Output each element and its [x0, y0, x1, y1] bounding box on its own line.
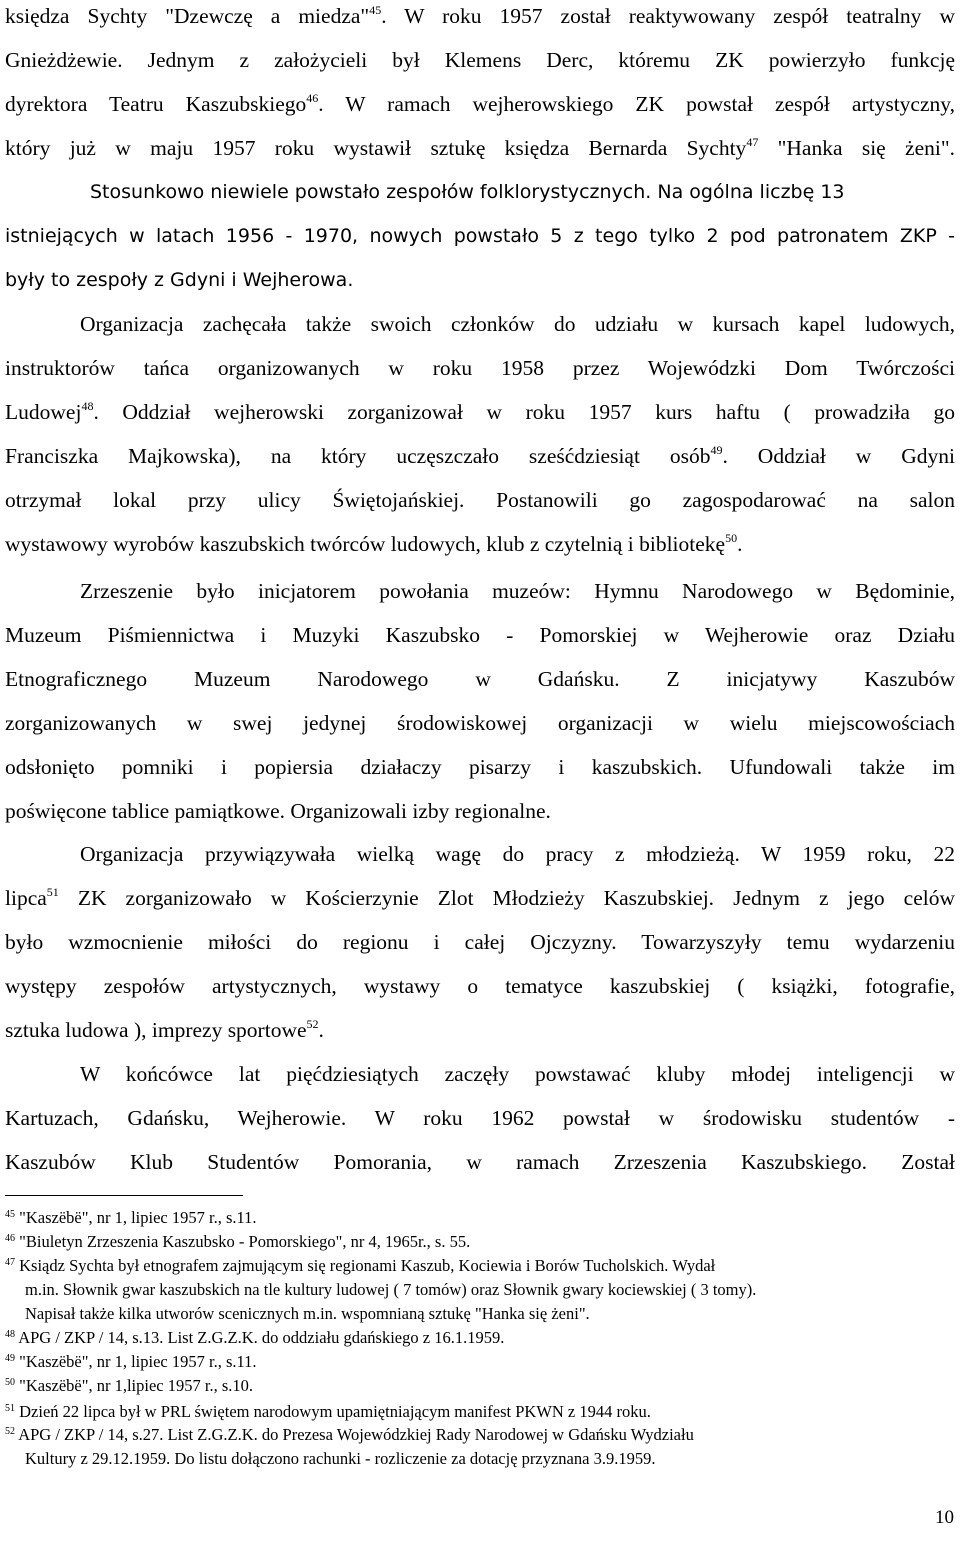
footnote — [5, 1424, 955, 1446]
body-line-text: Etnograficznego Muzeum Narodowego w Gdańsku. Z inicjatywy Kaszubów — [5, 667, 955, 691]
footnote-ref: 46 — [306, 91, 319, 105]
body-line — [5, 46, 955, 74]
footnote-continuation — [25, 1448, 955, 1470]
body-line-text: dyrektora Teatru Kaszubskiego — [5, 92, 307, 116]
footnote-continuation — [25, 1303, 955, 1325]
footnote-ref: 45 — [369, 3, 382, 17]
footnote — [5, 1255, 955, 1277]
footnote — [5, 1375, 955, 1397]
body-line — [80, 840, 955, 868]
footnote — [5, 1231, 955, 1253]
body-line-text: Ludowej — [5, 400, 82, 424]
body-line — [90, 178, 955, 206]
body-line-text: W końcówce lat pięćdziesiątych zaczęły powstawać kluby młodej inteligencji w — [80, 1062, 955, 1086]
footnote-number: 45 — [5, 1209, 15, 1220]
body-line-text: było wzmocnienie miłości do regionu i całej Ojczyzny. Towarzyszyły temu wydarzeniu — [5, 930, 955, 954]
footnote-ref: 48 — [81, 399, 94, 413]
body-line-text: Kartuzach, Gdańsku, Wejherowie. W roku 1962 powstał w środowisku studentów - — [5, 1106, 955, 1130]
body-line-text: otrzymał lokal przy ulicy Świętojańskiej. Postanowili go zagospodarować na salon — [5, 488, 955, 512]
footnote — [5, 1207, 955, 1229]
body-line — [5, 530, 955, 558]
body-line-text: Stosunkowo niewiele powstało zespołów folklorystycznych. — [90, 181, 652, 203]
body-line — [5, 398, 955, 426]
body-line-text: lipca — [5, 886, 47, 910]
footnote-number: 52 — [5, 1426, 15, 1437]
body-line-text: Organizacja przywiązywała wielką wagę do pracy z młodzieżą. W 1959 roku, 22 — [80, 842, 955, 866]
body-line-text: instruktorów tańca organizowanych w roku 1958 przez Wojewódzki Dom Twórczości — [5, 356, 955, 380]
footnote-text: Kultury z 29.12.1959. Do listu dołączono rachunki - rozliczenie za dotację przyznana 3.9.1959. — [25, 1449, 656, 1468]
body-line — [5, 1104, 955, 1132]
body-line-text: istniejących w latach 1956 - 1970, nowych powstało 5 z tego tylko 2 pod patronatem ZKP - — [5, 225, 955, 247]
footnote-number: 51 — [5, 1403, 15, 1414]
body-line-text: były to zespoły z Gdyni i Wejherowa. — [5, 269, 354, 291]
body-line — [5, 928, 955, 956]
body-line-text: . Oddział w Gdyni — [722, 444, 955, 468]
body-line-text: . — [737, 532, 743, 556]
body-line — [80, 577, 955, 605]
body-line — [80, 310, 955, 338]
body-line-text: księdza Sychty "Dzewczę a miedza" — [5, 4, 370, 28]
body-line-text: . Oddział wejherowski zorganizował w roku 1957 kurs haftu ( prowadziła go — [93, 400, 955, 424]
body-line-text: występy zespołów artystycznych, wystawy o tematyce kaszubskiej ( książki, fotografie, — [5, 974, 955, 998]
body-line-text: "Hanka się żeni". — [758, 136, 955, 160]
footnote-text: APG / ZKP / 14, s.13. List Z.G.Z.K. do oddziału gdańskiego z 16.1.1959. — [18, 1328, 505, 1347]
body-line-text: który już w maju 1957 roku wystawił sztukę księdza Bernarda Sychty — [5, 136, 747, 160]
body-line — [5, 753, 955, 781]
body-line — [5, 709, 955, 737]
body-line-text: zorganizowanych w swej jedynej środowiskowej organizacji w wielu miejscowościach — [5, 711, 955, 735]
footnote-number: 48 — [5, 1329, 15, 1340]
body-line — [5, 884, 955, 912]
footnote-number: 46 — [5, 1233, 15, 1244]
body-line-text: sztuka ludowa ), imprezy sportowe — [5, 1018, 307, 1042]
footnote — [5, 1401, 955, 1423]
body-line-text: Na ogólna liczbę 13 — [651, 181, 845, 203]
body-line-text: . W ramach wejherowskiego ZK powstał zespół artystyczny, — [318, 92, 956, 116]
footnote-text: "Kaszëbë", nr 1,lipiec 1957 r., s.10. — [19, 1376, 254, 1395]
body-line — [5, 134, 955, 162]
footnote-text: Napisał także kilka utworów scenicznych m.in. wspomnianą sztukę "Hanka się żeni". — [25, 1304, 590, 1323]
body-line — [5, 1148, 955, 1176]
body-line — [80, 1060, 955, 1088]
body-line — [5, 665, 955, 693]
body-line-text: wystawowy wyrobów kaszubskich twórców ludowych, klub z czytelnią i bibliotekę — [5, 532, 726, 556]
body-line-text: . W roku 1957 został reaktywowany zespół teatralny w — [381, 4, 955, 28]
body-line-text: Zrzeszenie było inicjatorem powołania muzeów: Hymnu Narodowego w Będominie, — [80, 579, 955, 603]
footnote-number: 50 — [5, 1377, 15, 1388]
footnote-ref: 50 — [725, 531, 738, 545]
body-line — [5, 90, 955, 118]
body-line-text: poświęcone tablice pamiątkowe. Organizowali izby regionalne. — [5, 799, 551, 823]
footnote-text: "Kaszëbë", nr 1, lipiec 1957 r., s.11. — [19, 1208, 257, 1227]
footnote-text: "Kaszëbë", nr 1, lipiec 1957 r., s.11. — [19, 1352, 257, 1371]
body-line-text: Gnieżdżewie. Jednym z założycieli był Klemens Derc, któremu ZK powierzyło funkcję — [5, 48, 955, 72]
body-line — [5, 486, 955, 514]
body-line-text: odsłonięto pomniki i popiersia działaczy pisarzy i kaszubskich. Ufundowali także im — [5, 755, 955, 779]
body-line — [5, 354, 955, 382]
body-line-text: ZK zorganizowało w Kościerzynie Zlot Młodzieży Kaszubskiej. Jednym z jego celów — [58, 886, 955, 910]
body-line — [5, 972, 955, 1000]
footnote-text: "Biuletyn Zrzeszenia Kaszubsko - Pomorskiego", nr 4, 1965r., s. 55. — [19, 1232, 471, 1251]
body-line — [5, 442, 955, 470]
footnote-number: 49 — [5, 1353, 15, 1364]
body-line-text: Organizacja zachęcała także swoich członków do udziału w kursach kapel ludowych, — [80, 312, 955, 336]
footnote-number: 47 — [5, 1257, 15, 1268]
body-line-text: . — [318, 1018, 324, 1042]
body-line — [5, 2, 955, 30]
footnote-separator — [5, 1195, 243, 1196]
body-line — [5, 222, 955, 250]
footnote-text: Dzień 22 lipca był w PRL świętem narodowym upamiętniającym manifest PKWN z 1944 roku. — [19, 1402, 651, 1421]
footnote — [5, 1327, 955, 1349]
footnote-ref: 49 — [710, 443, 723, 457]
body-line — [5, 797, 955, 825]
footnote-continuation — [25, 1279, 955, 1301]
footnote — [5, 1351, 955, 1373]
footnote-text: Ksiądz Sychta był etnografem zajmującym się regionami Kaszub, Kociewia i Borów Tucholskich. Wydał — [19, 1256, 716, 1275]
body-line — [5, 266, 955, 294]
body-line — [5, 621, 955, 649]
body-line-text: Franciszka Majkowska), na który uczęszczało sześćdziesiąt osób — [5, 444, 711, 468]
footnote-ref: 52 — [306, 1017, 319, 1031]
body-line-text: Muzeum Piśmiennictwa i Muzyki Kaszubsko - Pomorskiej w Wejherowie oraz Działu — [5, 623, 955, 647]
body-line-text: Kaszubów Klub Studentów Pomorania, w ramach Zrzeszenia Kaszubskiego. Został — [5, 1150, 955, 1174]
footnote-ref: 47 — [746, 135, 759, 149]
body-line — [5, 1016, 955, 1044]
page-number: 10 — [935, 1507, 954, 1528]
footnote-ref: 51 — [46, 885, 59, 899]
footnote-text: m.in. Słownik gwar kaszubskich na tle kultury ludowej ( 7 tomów) oraz Słownik gwary kociewskiej ( 3 tomy). — [25, 1280, 757, 1299]
footnote-text: APG / ZKP / 14, s.27. List Z.G.Z.K. do Prezesa Wojewódzkiej Rady Narodowej w Gdańsku Wydziału — [18, 1425, 694, 1444]
